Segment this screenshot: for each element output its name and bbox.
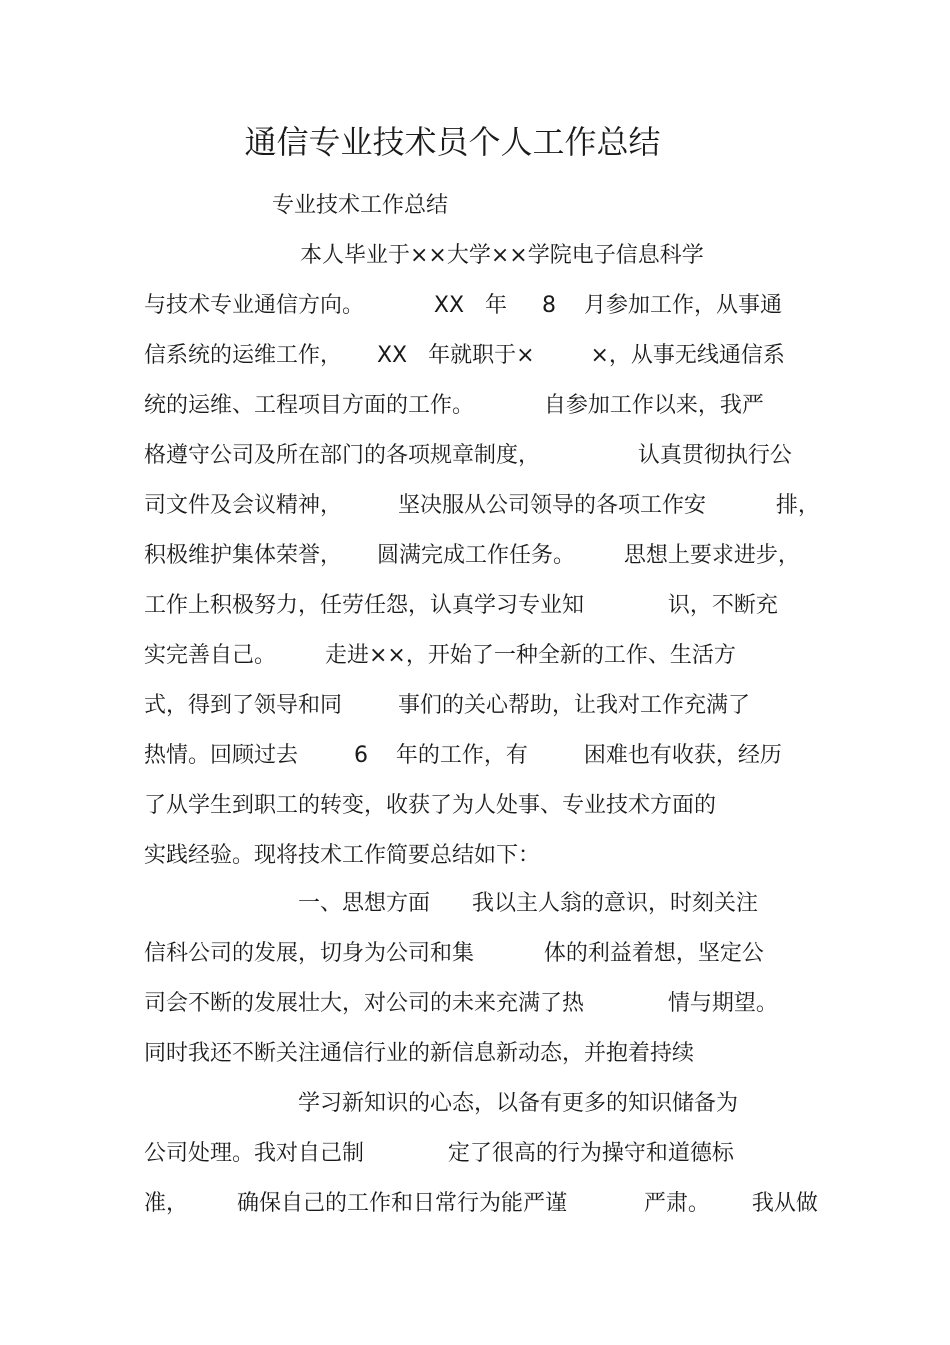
paragraph-line: 工作上积极努力，任劳任怨，认真学习专业知 识，不断充 (144, 593, 778, 618)
paragraph-line: 准， 确保自己的工作和日常行为能严谨 严肃。 我从做 (144, 1191, 818, 1216)
paragraph-line: 同时我还不断关注通信行业的新信息新动态，并抱着持续 (144, 1041, 695, 1066)
document-title: 通信专业技术员个人工作总结 (244, 123, 661, 161)
paragraph-line: 统的运维、工程项目方面的工作。 自参加工作以来，我严 (144, 393, 764, 418)
paragraph-line: 与技术专业通信方向。 XX 年 8 月参加工作，从事通 (144, 293, 782, 318)
paragraph-line: 积极维护集体荣誉， 圆满完成工作任务。 思想上要求进步， (144, 543, 800, 568)
paragraph-line: 热情。回顾过去 6 年的工作，有 困难也有收获，经历 (144, 743, 782, 768)
paragraph-line: 公司处理。我对自己制 定了很高的行为操守和道德标 (144, 1141, 734, 1166)
paragraph-line: 格遵守公司及所在部门的各项规章制度， 认真贯彻执行公 (144, 443, 792, 468)
paragraph-line: 学习新知识的心态，以备有更多的知识储备为 (298, 1091, 739, 1116)
paragraph-line: 式，得到了领导和同 事们的关心帮助，让我对工作充满了 (144, 693, 750, 718)
paragraph-line: 信系统的运维工作， XX 年就职于× ×，从事无线通信系 (144, 343, 785, 368)
paragraph-line: 信科公司的发展，切身为公司和集 体的利益着想，坚定公 (144, 941, 764, 966)
paragraph-line: 实践经验。现将技术工作简要总结如下： (144, 843, 541, 868)
paragraph-line: 实完善自己。 走进××，开始了一种全新的工作、生活方 (144, 643, 736, 668)
paragraph-line: 本人毕业于××大学××学院电子信息科学 (300, 243, 704, 268)
paragraph-line: 了从学生到职工的转变，收获了为人处事、专业技术方面的 (144, 793, 717, 818)
document-subtitle: 专业技术工作总结 (272, 193, 449, 218)
section-heading-line: 一、思想方面 我以主人翁的意识，时刻关注 (298, 891, 758, 916)
paragraph-line: 司文件及会议精神， 坚决服从公司领导的各项工作安 排， (144, 493, 820, 518)
paragraph-line: 司会不断的发展壮大，对公司的未来充满了热 情与期望。 (144, 991, 778, 1016)
